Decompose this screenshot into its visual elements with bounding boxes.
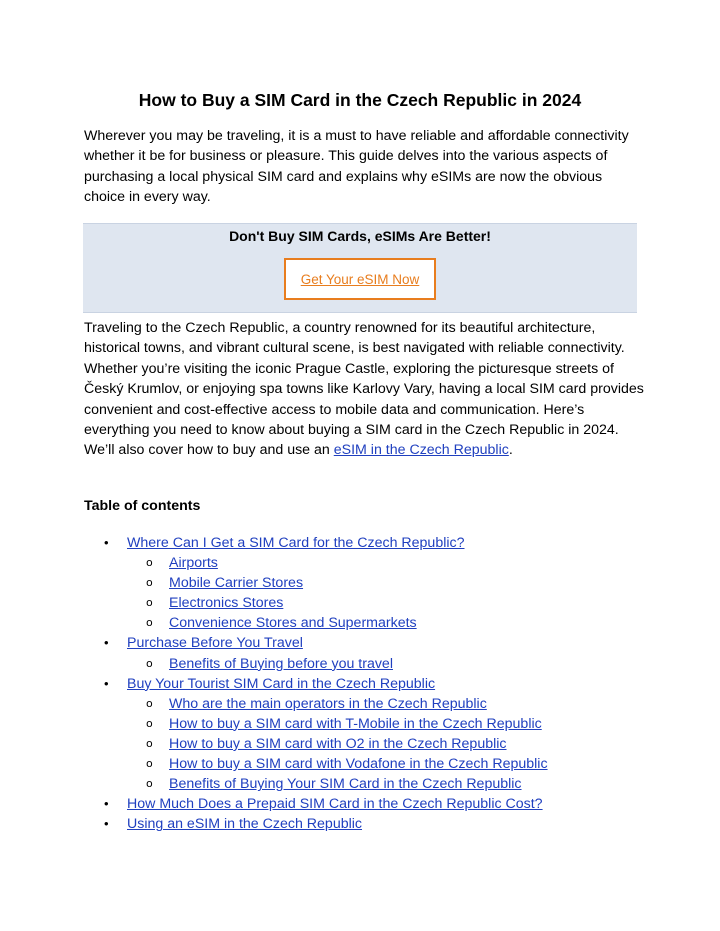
toc-item [0, 674, 720, 694]
toc-item [0, 774, 720, 794]
sub-bullet-icon: o [146, 777, 153, 791]
toc-link[interactable]: Where Can I Get a SIM Card for the Czech Republic? [127, 535, 465, 551]
bullet-icon: • [104, 535, 109, 550]
sub-bullet-icon: o [146, 576, 153, 590]
toc-heading: Table of contents [84, 498, 201, 514]
bullet-icon: • [104, 675, 109, 691]
esim-czech-link[interactable]: eSIM in the Czech Republic [333, 442, 509, 459]
toc-item [0, 633, 720, 653]
toc-link[interactable]: Airports [169, 555, 218, 572]
toc-item [0, 734, 720, 754]
toc-item [0, 654, 720, 674]
get-esim-button-label: Get Your eSIM Now [300, 271, 420, 287]
esim-promo-box [83, 223, 637, 313]
body-paragraph-end: . [508, 442, 513, 459]
toc-link[interactable]: Who are the main operators in the Czech Republic [169, 695, 487, 712]
sub-bullet-icon: o [146, 616, 153, 630]
toc-link[interactable]: Benefits of Buying Your SIM Card in the Czech Republic [169, 776, 522, 793]
body-paragraph-text: Traveling to the Czech Republic, a country renowned for its beautiful architecture, historical towns, and vibrant cultural scene, is best navigated with reliable connectivity. Whether you’re visiting the iconic Prague Castle, exploring the picturesque streets of Český Krumlov, or enjoying spa towns like Karlovy Vary, having a local SIM card provides convenient and cost-effective access to mobile data and communication. Here’s everything you need to know about buying a SIM card in the Czech Republic in 2024. We’ll also cover how to buy and use an [84, 320, 644, 459]
sub-bullet-icon: o [146, 696, 153, 710]
sub-bullet-icon: o [146, 596, 153, 610]
toc-link[interactable]: Purchase Before You Travel [127, 635, 303, 652]
bullet-icon: • [104, 816, 109, 832]
toc-link[interactable]: How Much Does a Prepaid SIM Card in the Czech Republic Cost? [127, 796, 543, 813]
toc-item [0, 613, 720, 633]
toc-item [0, 533, 720, 553]
intro-paragraph: Wherever you may be traveling, it is a must to have reliable and affordable connectivity whether it be for business or pleasure. This guide delves into the various aspects of purchasing a local physical SIM card and explains why eSIMs are now the obvious choice in every way. [84, 128, 629, 206]
toc-item [0, 553, 720, 573]
sub-bullet-icon: o [146, 656, 153, 670]
toc-link[interactable]: Benefits of Buying before you travel [169, 655, 393, 672]
toc-item [0, 694, 720, 714]
toc-item [0, 714, 720, 734]
toc-link[interactable]: How to buy a SIM card with O2 in the Czech Republic [169, 735, 507, 752]
sub-bullet-icon: o [146, 736, 153, 750]
toc-link[interactable]: How to buy a SIM card with Vodafone in the Czech Republic [169, 756, 548, 773]
toc-item [0, 754, 720, 774]
table-of-contents [0, 533, 720, 834]
toc-link[interactable]: Electronics Stores [169, 595, 284, 612]
promo-heading: Don't Buy SIM Cards, eSIMs Are Better! [229, 228, 491, 244]
bullet-icon: • [104, 796, 109, 812]
body-paragraph [84, 318, 644, 461]
toc-item [0, 573, 720, 593]
toc-link[interactable]: Convenience Stores and Supermarkets [169, 615, 417, 632]
toc-link[interactable]: Mobile Carrier Stores [169, 575, 304, 592]
get-esim-button[interactable] [284, 258, 436, 300]
bullet-icon: • [104, 635, 109, 651]
toc-item [0, 593, 720, 613]
toc-link[interactable]: How to buy a SIM card with T-Mobile in the Czech Republic [169, 715, 542, 732]
sub-bullet-icon: o [146, 556, 153, 570]
toc-item [0, 814, 720, 834]
toc-item [0, 794, 720, 814]
sub-bullet-icon: o [146, 716, 153, 730]
page-title: How to Buy a SIM Card in the Czech Republic in 2024 [138, 90, 582, 110]
toc-link[interactable]: Using an eSIM in the Czech Republic [127, 816, 363, 833]
sub-bullet-icon: o [146, 757, 153, 771]
toc-link[interactable]: Buy Your Tourist SIM Card in the Czech Republic [127, 675, 436, 692]
